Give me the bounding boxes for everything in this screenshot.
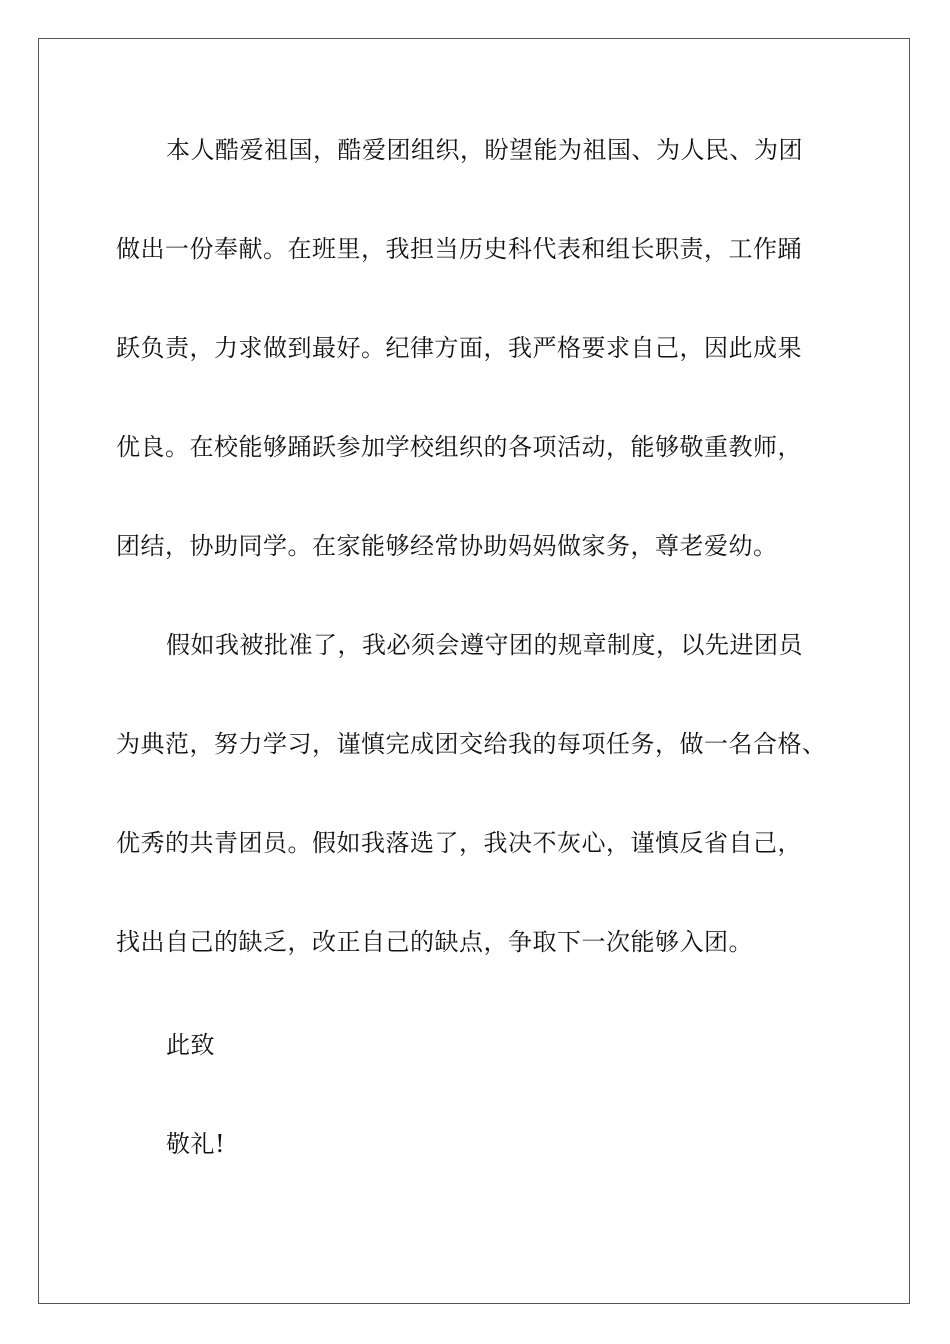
page-frame	[38, 38, 910, 1304]
paragraph-2-line-2: 为典范，努力学习，谨慎完成团交给我的每项任务，做一名合格、	[116, 730, 827, 758]
paragraph-1-line-4: 优良。在校能够踊跃参加学校组织的各项活动，能够敬重教师，	[116, 433, 802, 461]
salutation-line: 敬礼!	[166, 1130, 226, 1158]
closing-line: 此致	[166, 1031, 215, 1059]
paragraph-1-line-1: 本人酷爱祖国，酷爱团组织，盼望能为祖国、为人民、为团	[166, 136, 803, 164]
paragraph-1-line-5: 团结，协助同学。在家能够经常协助妈妈做家务，尊老爱幼。	[116, 532, 778, 560]
paragraph-2-line-3: 优秀的共青团员。假如我落选了，我决不灰心，谨慎反省自己，	[116, 829, 802, 857]
paragraph-2-line-4: 找出自己的缺乏，改正自己的缺点，争取下一次能够入团。	[116, 928, 753, 956]
paragraph-1-line-3: 跃负责，力求做到最好。纪律方面，我严格要求自己，因此成果	[116, 334, 802, 362]
paragraph-2-line-1: 假如我被批准了，我必须会遵守团的规章制度，以先进团员	[166, 631, 803, 659]
paragraph-1-line-2: 做出一份奉献。在班里，我担当历史科代表和组长职责，工作踊	[116, 235, 802, 263]
